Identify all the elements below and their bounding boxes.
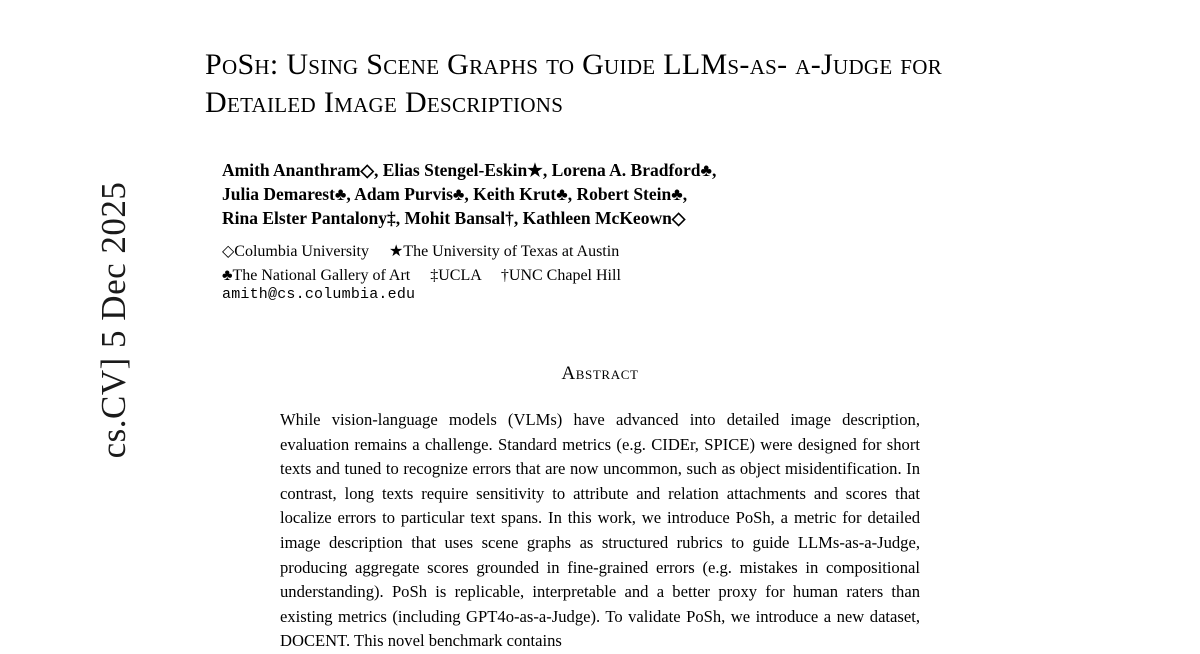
abstract-text: While vision-language models (VLMs) have advanced into detailed image description, evaluation remains a challenge. Standard metrics (e.g. CIDEr, SPICE) were designed for short texts and tuned to recognize errors that are now uncommon, such as object misidentification. In contrast, long texts require sensitivity to attribute and relation attachments and scores that localize errors to particular text spans. In this work, we introduce PoSh, a metric for detailed image description that uses scene graphs as structured rubrics to guide LLMs-as-a-Judge, producing aggregate scores grounded in fine-grained errors (e.g. mistakes in compositional understanding). PoSh is replicable, interpretable and a better proxy for human raters than existing metrics (including GPT4o-as-a-Judge). To validate PoSh, we introduce a new dataset, DOCENT. This novel benchmark contains	[280, 410, 920, 651]
author-line-1: Amith Ananthram◇, Elias Stengel-Eskin★, Lorena A. Bradford♣,	[222, 160, 717, 180]
author-list	[222, 158, 982, 230]
abstract-heading: Abstract	[561, 363, 639, 384]
affiliation-line-2: ♣The National Gallery of Art ‡UCLA †UNC Chapel Hill	[222, 267, 621, 284]
arxiv-stamp: cs.CV] 5 Dec 2025	[94, 181, 133, 459]
title-line-2: a-Judge for Detailed Image Descriptions	[205, 48, 943, 119]
contact-email[interactable]: amith@cs.columbia.edu	[222, 286, 416, 303]
affiliation-list	[222, 240, 982, 288]
author-line-2: Julia Demarest♣, Adam Purvis♣, Keith Krut♣, Robert Stein♣,	[222, 184, 688, 204]
page-title	[205, 46, 1005, 122]
affiliation-line-1: ◇Columbia University ★The University of Texas at Austin	[222, 243, 620, 260]
title-line-1: PoSh: Using Scene Graphs to Guide LLMs-as-	[205, 48, 788, 81]
author-line-3: Rina Elster Pantalony‡, Mohit Bansal†, Kathleen McKeown◇	[222, 208, 686, 228]
